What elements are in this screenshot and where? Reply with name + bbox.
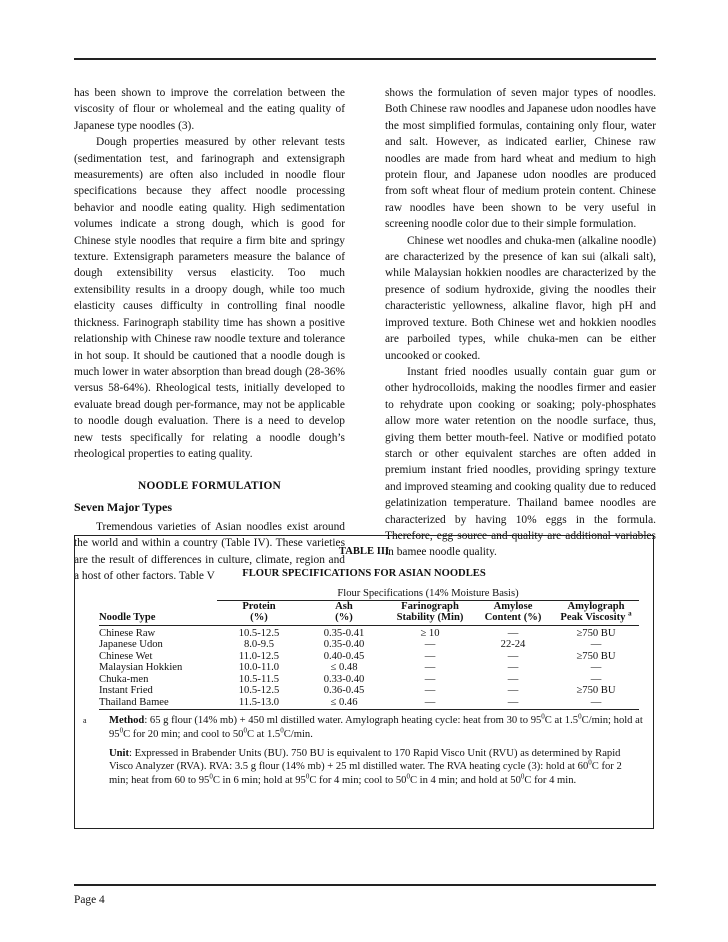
header-farinograph-unit: Stability (Min) <box>387 612 473 625</box>
right-paragraph-2: Chinese wet noodles and chuka-men (alkaline noodle) are characterized by the presence of kan sui (alkali salt), while Malaysian hokkien noodles are characterized by the presence of sodium hydroxide, giving the noodles their characteristic yellowness, alkaline flavor, high pH and improved texture. Both Chinese wet and hokkien noodles are parboiled types, while chuka-men can be either uncooked or cooked. <box>385 234 656 362</box>
left-paragraph-1: has been shown to improve the correlation between the viscosity of flour or wholemeal and the eating quality of Japanese type noodles (3). <box>74 87 345 132</box>
method-note: Method: 65 g flour (14% mb) + 450 ml distilled water. Amylograph heating cycle: heat from 30 to $95^0C$ at $1.5^0C/\min$; hold at $95^0C$ for 20 min; and cool to $50^0C$ at $1.5^0C/\min$. <box>109 712 643 740</box>
table-notes <box>83 714 643 793</box>
table-row: Malaysian Hokkien 10.0-11.0 ≤ 0.48 — — — <box>99 662 602 673</box>
header-protein-unit: (%) <box>217 612 301 625</box>
footnote-marker: a <box>628 609 632 618</box>
top-rule <box>74 58 656 60</box>
header-protein: Protein <box>242 600 276 612</box>
header-farinograph: Farinograph <box>401 600 459 612</box>
right-paragraph-1: shows the formulation of seven major types of noodles. Both Chinese raw noodles and Japanese udon noodles have the most simplified formulas, containing only flour, water and salt. However, as indicated earlier, Chinese raw noodles are made from hard wheat and medium to high protein flour, and Japanese udon noodles are produced from soft wheat flour of medium protein content. Chinese raw noodles have been shown to be very useful in screening noodle color due to their simple formulation. <box>385 87 656 231</box>
bottom-rule <box>74 884 656 886</box>
header-amylograph-unit: Peak Viscosity $^a$ <box>553 612 639 625</box>
spec-spanner: Flour Specifications (14% Moisture Basis) <box>217 588 639 600</box>
table-row: Chuka-men 10.5-11.5 0.33-0.40 — — — <box>99 673 602 685</box>
table-row: Japanese Udon 8.0-9.5 0.35-0.40 — 22-24 — <box>99 639 602 650</box>
table-box <box>74 535 654 829</box>
page-number: Page 4 <box>74 894 105 906</box>
table-row: Thailand Bamee 11.5-13.0 ≤ 0.46 — — — <box>99 697 639 710</box>
section-heading: NOODLE FORMULATION <box>138 480 281 493</box>
note-marker: a <box>83 716 87 725</box>
left-paragraph-3: Tremendous varieties of Asian noodles exist around the world and within a country (Table IV). These varieties are the result of differences in culture, climate, region and a host of other factors. Table V <box>74 520 345 582</box>
table-row: Instant Fried 10.5-12.5 0.36-0.45 — — ≥750 BU <box>99 685 616 696</box>
unit-note: Unit: Expressed in Brabender Units (BU). 750 BU is equivalent to 170 Rapid Visco Unit (RVU) as determined by Rapid Visco Analyzer (RVA). RVA: 3.5 g flour (14% mb) + 25 ml distilled water. The RVA heating cycle (3): hold at $60^0C$ for 2 min; heat from 60 to $95^0C$ in 6 min; hold at $95^0C$ for 4 min; cool to $50^0C$ in 4 min; and hold at $50^0C$ for 4 min. <box>109 747 622 787</box>
header-ash: Ash <box>335 600 353 612</box>
left-paragraph-2: Dough properties measured by other relevant tests (sedimentation test, and farinograph and extensigraph measurements) are often also included in noodle flour specifications because they affect noodle processing behavior and noodle eating quality. High sedimentation volumes indicate a strong dough, which is good for Chinese style noodles that require a firm bite and springy texture. Extensigraph parameters measure the balance of dough extensibility versus elasticity. Too much extensibility results in a droopy dough, while too much elasticity causes difficulty in controlling final noodle thickness. Farinograph stability time has shown a positive relationship with Chinese raw noodle texture and tolerance in hot soup. It should be cautioned that a noodle dough is much lower in water absorption than bread dough (28-36% versus 58-64%). Rheological tests, initially developed to evaluate bread dough per-formance, may not be applicable to noodle dough evaluation. There is a need to develop new tests specifically for relating a noodle dough’s rheological properties to eating quality. <box>74 136 345 460</box>
left-column <box>74 85 345 584</box>
header-amylose: Amylose <box>493 600 533 612</box>
table-title: FLOUR SPECIFICATIONS FOR ASIAN NOODLES <box>242 568 486 579</box>
table-row: Chinese Raw 10.5-12.5 0.35-0.41 ≥ 10 — ≥750 BU <box>99 627 616 639</box>
right-column <box>385 85 656 561</box>
table-label: TABLE III <box>338 546 390 557</box>
right-paragraph-3: Instant fried noodles usually contain guar gum or other hydrocolloids, making the noodles firmer and easier to rehydrate upon cooking or soaking; poly-phosphates allow more water retention on the noodle surface, thus, giving them better mouth-feel. Native or modified potato starch or other equivalent starches are often added in premium instant fried noodles, providing springy texture and improved steaming and cooking quality due to reduced gelatinization temperature. Thailand bamee noodles are characterized by having 10% eggs in the formula. Therefore, egg source and quality are additional variables in bamee noodle quality. <box>385 365 656 559</box>
subheading: Seven Major Types <box>74 499 172 514</box>
header-amylograph: Amylograph <box>567 600 625 612</box>
header-amylose-unit: Content (%) <box>473 612 553 625</box>
header-ash-unit: (%) <box>301 612 387 625</box>
flour-spec-table <box>99 588 639 710</box>
header-noodle-type: Noodle Type <box>99 612 217 625</box>
table-row: Chinese Wet 11.0-12.5 0.40-0.45 — — ≥750 BU <box>99 650 616 662</box>
